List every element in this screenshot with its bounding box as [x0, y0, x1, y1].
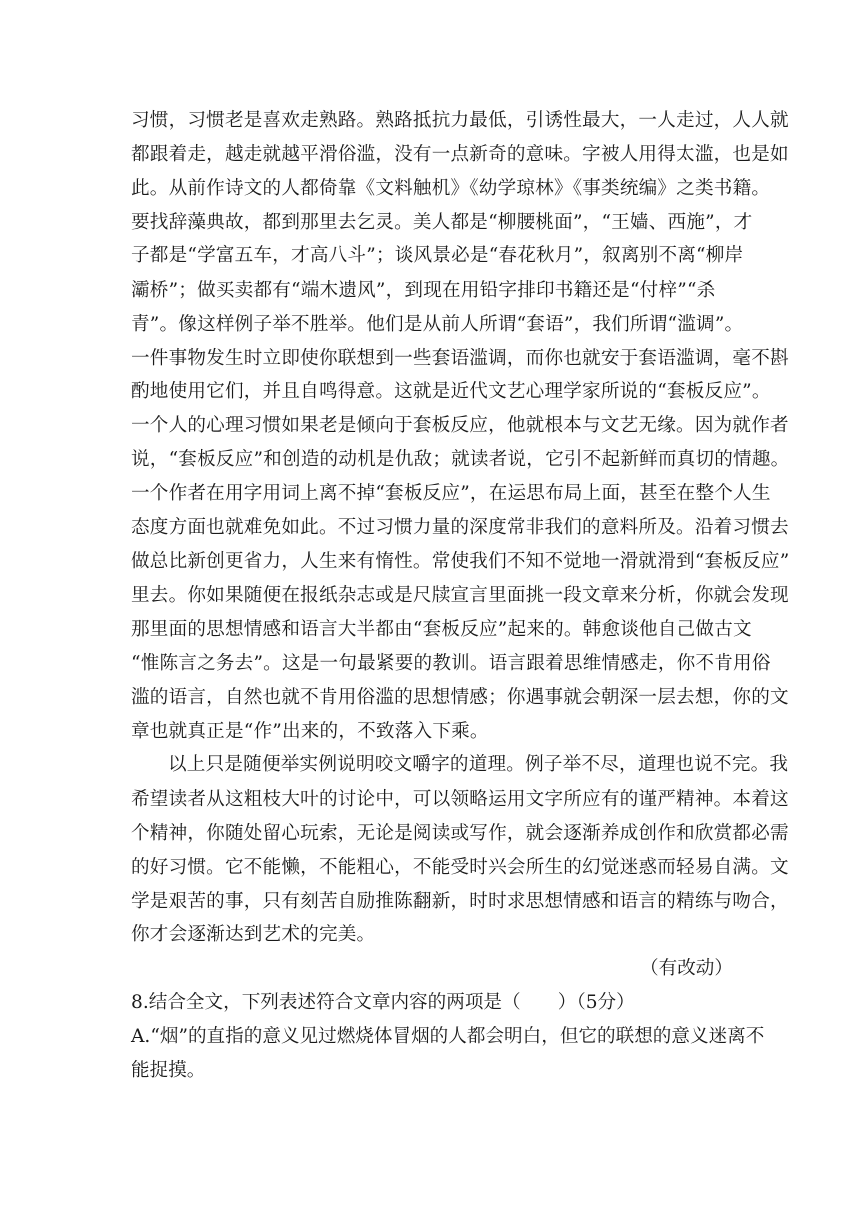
text-line: 学是艰苦的事，只有刻苦自励推陈翻新，时时求思想情感和语言的精练与吻合，	[131, 891, 789, 912]
text-line: 一个作者在用字用词上离不掉“套板反应”，在运思布局上面，甚至在整个人生	[131, 483, 771, 504]
text-line: 以上只是随便举实例说明咬文嚼字的道理。例子举不尽，道理也说不完。我	[168, 754, 789, 775]
text-line: 你才会逐渐达到艺术的完美。	[131, 924, 376, 945]
text-line: 滥的语言，自然也就不肯用俗滥的思想情感；你遇事就会朝深一层去想，你的文	[131, 687, 789, 708]
text-line: 做总比新创更省力，人生来有惰性。常使我们不知不觉地一滑就滑到“套板反应”	[131, 551, 790, 572]
text-line: “惟陈言之务去”。这是一句最紧要的教训。语言跟着思维情感走，你不肯用俗	[131, 653, 771, 674]
text-line: 青”。像这样例子举不胜举。他们是从前人所谓“套语”，我们所谓“滥调”。	[131, 314, 744, 335]
option-a-line: 能捉摸。	[131, 1060, 206, 1081]
text-line: 灞桥”；做买卖都有“端木遗风”，到现在用铅字排印书籍还是“付梓”“杀	[131, 280, 716, 301]
text-line: 此。从前作诗文的人都倚靠《文料触机》《幼学琼林》《事类统编》之类书籍。	[131, 178, 771, 199]
text-line: 一个人的心理习惯如果老是倾向于套板反应，他就根本与文艺无缘。因为就作者	[131, 415, 789, 436]
text-line: 个精神，你随处留心玩索，无论是阅读或写作，就会逐渐养成创作和欣赏都必需	[131, 823, 789, 844]
option-a-line: A.“烟”的直指的意义见过燃烧体冒烟的人都会明白，但它的联想的意义迷离不	[131, 1026, 765, 1047]
text-line: 子都是“学富五车，才高八斗”；谈风景必是“春花秋月”，叙离别不离“柳岸	[131, 245, 744, 266]
text-line: 章也就真正是“作”出来的，不致落入下乘。	[131, 721, 489, 742]
text-line: 说，“套板反应”和创造的动机是仇敌；就读者说，它引不起新鲜而真切的情趣。	[131, 449, 790, 470]
text-line: 酌地使用它们，并且自鸣得意。这就是近代文艺心理学家所说的“套板反应”。	[131, 381, 771, 402]
text-line: 态度方面也就难免如此。不过习惯力量的深度常非我们的意料所及。沿着习惯去	[131, 517, 789, 538]
text-line: 习惯，习惯老是喜欢走熟路。熟路抵抗力最低，引诱性最大，一人走过，人人就	[131, 110, 789, 131]
question-stem: 8.结合全文，下列表述符合文章内容的两项是（ ）（5分）	[131, 992, 635, 1013]
text-line: 一件事物发生时立即使你联想到一些套语滥调，而你也就安于套语滥调，毫不斟	[131, 348, 789, 369]
text-line: 的好习惯。它不能懒，不能粗心，不能受时兴会所生的幻觉迷惑而轻易自满。文	[131, 857, 789, 878]
text-line: 都跟着走，越走就越平滑俗滥，没有一点新奇的意味。字被人用得太滥，也是如	[131, 144, 789, 165]
source-credit: （有改动）	[640, 958, 733, 979]
text-line: 那里面的思想情感和语言大半都由“套板反应”起来的。韩愈谈他自己做古文	[131, 619, 752, 640]
text-line: 要找辞藻典故，都到那里去乞灵。美人都是“柳腰桃面”，“王嫱、西施”，才	[131, 212, 753, 233]
text-line: 里去。你如果随便在报纸杂志或是尺牍宣言里面挑一段文章来分析，你就会发现	[131, 585, 789, 606]
text-line: 希望读者从这粗枝大叶的讨论中，可以领略运用文字所应有的谨严精神。本着这	[131, 789, 789, 810]
